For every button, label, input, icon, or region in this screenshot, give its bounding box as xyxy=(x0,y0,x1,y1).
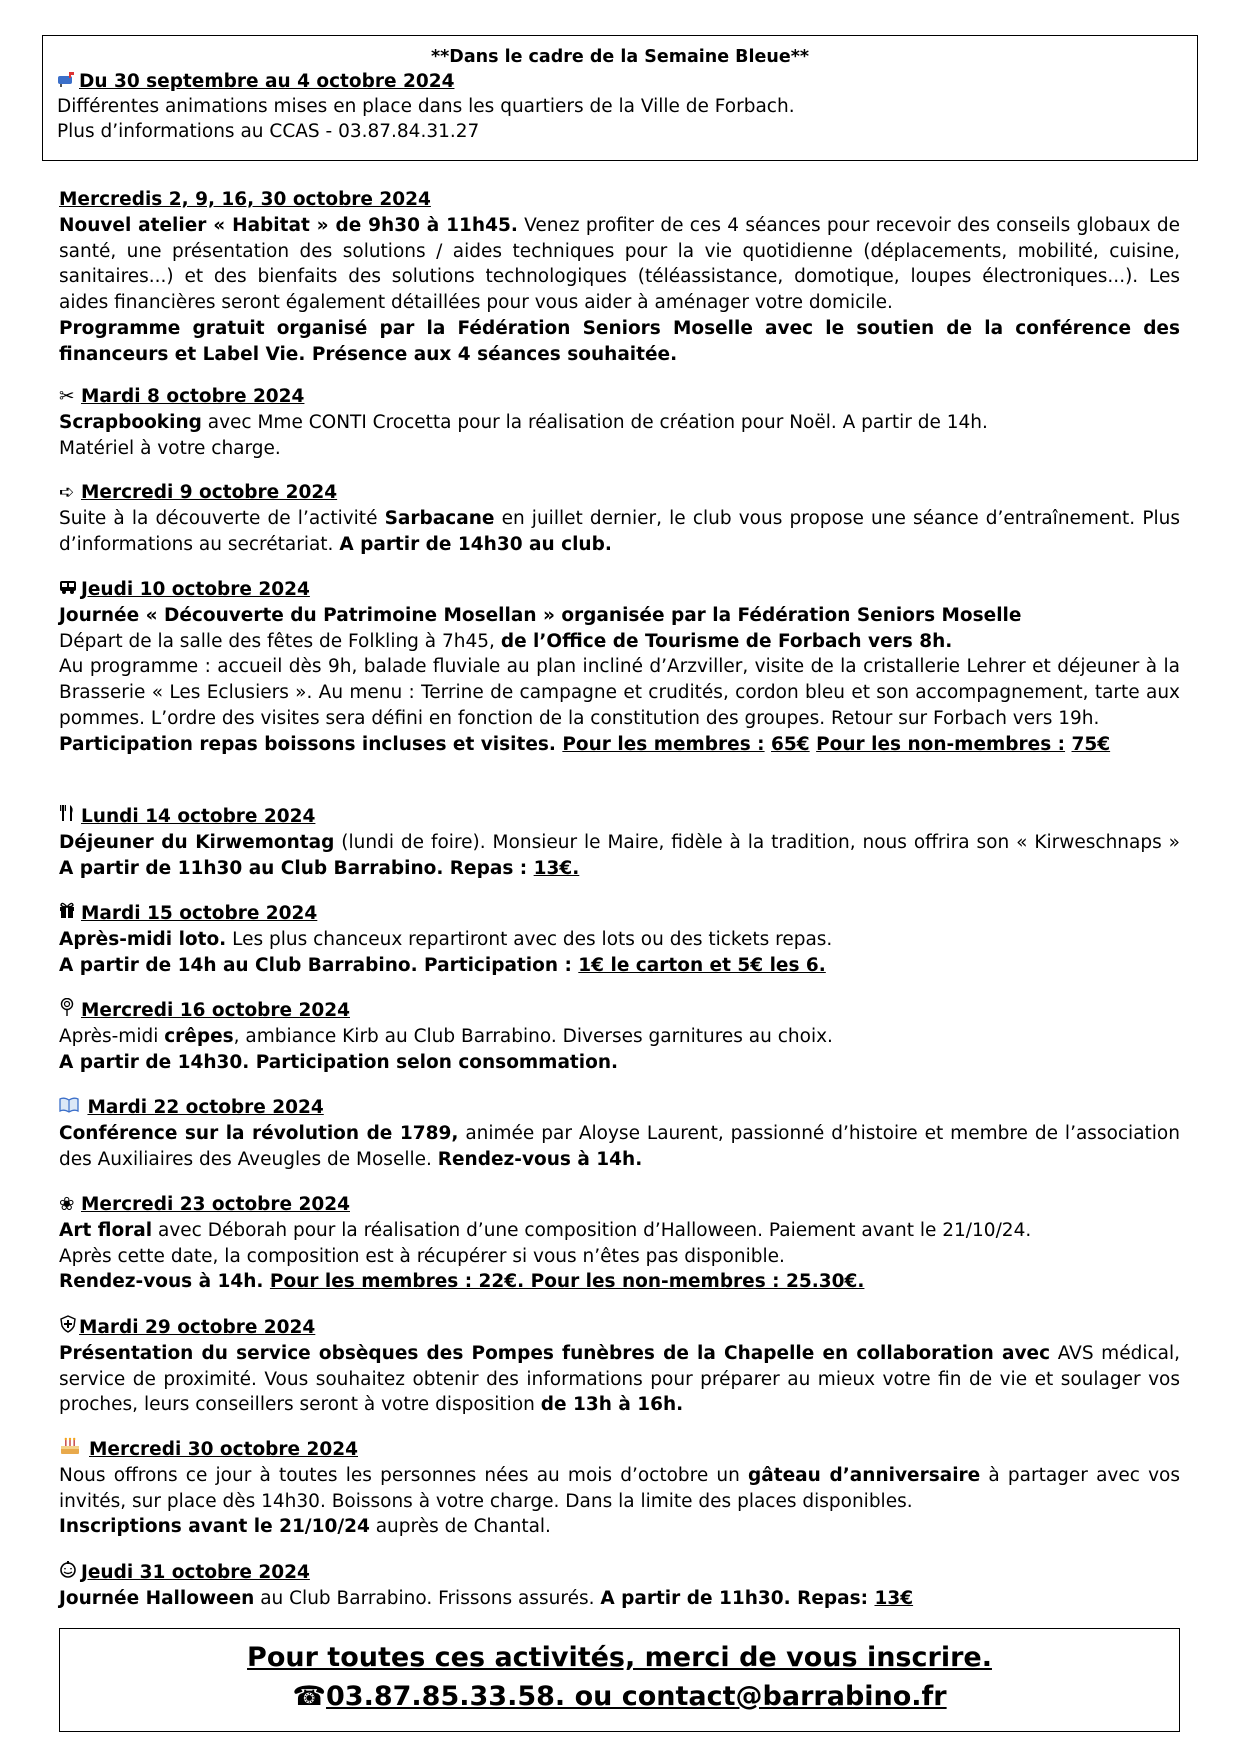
event-crepes xyxy=(59,998,1180,1075)
lollipop-icon xyxy=(59,998,81,1024)
fork-knife-icon xyxy=(59,804,81,830)
event-note: Matériel à votre charge. xyxy=(59,437,281,459)
box-line-1: Différentes animations mises en place dans les quartiers de la Ville de Forbach. xyxy=(57,96,795,117)
event-description: Après-midi crêpes, ambiance Kirb au Club Barrabino. Diverses garnitures au choix. xyxy=(59,1025,833,1047)
event-habitat xyxy=(59,187,1180,368)
event-price: A partir de 14h30. Participation selon consommation. xyxy=(59,1051,619,1073)
event-scrapbooking xyxy=(59,384,1180,461)
contact-line: ☎03.87.85.33.58. ou contact@barrabino.fr xyxy=(292,1681,947,1712)
event-date: Jeudi 10 octobre 2024 xyxy=(59,577,1180,603)
phone-icon: ☎ xyxy=(292,1681,327,1712)
event-patrimoine xyxy=(59,577,1180,758)
event-date: Mardi 22 octobre 2024 xyxy=(59,1095,1180,1121)
box-line-2: Plus d’informations au CCAS - 03.87.84.31.27 xyxy=(57,121,480,142)
cake-icon xyxy=(59,1437,89,1463)
event-description: Suite à la découverte de l’activité Sarbacane en juillet dernier, le club vous propose une séance d’entraînement. Plus d’informations au secrétariat. A partir de 14h30 au club. xyxy=(59,507,1180,555)
event-description: Déjeuner du Kirwemontag (lundi de foire). Monsieur le Maire, fidèle à la tradition, nous offrira son « Kirweschnaps » A partir de 11h30 au Club Barrabino. Repas : 13€. xyxy=(59,831,1180,879)
event-note: Programme gratuit organisé par la Fédération Seniors Moselle avec le soutien de la conférence des financeurs et Label Vie. Présence aux 4 séances souhaitée. xyxy=(59,317,1180,365)
box-title: **Dans le cadre de la Semaine Bleue** xyxy=(430,47,810,67)
event-date: ✂ Mardi 8 octobre 2024 xyxy=(59,384,1180,410)
mailbox-icon xyxy=(57,69,79,94)
semaine-bleue-box xyxy=(42,35,1198,161)
registration-line: Pour toutes ces activités, merci de vous inscrire. xyxy=(247,1642,992,1673)
event-art-floral xyxy=(59,1192,1180,1295)
pumpkin-icon xyxy=(59,1560,81,1586)
event-description: Après-midi loto. Les plus chanceux repartiront avec des lots ou des tickets repas. xyxy=(59,928,833,950)
event-departure: Départ de la salle des fêtes de Folkling à 7h45, de l’Office de Tourisme de Forbach vers 8h. xyxy=(59,630,953,652)
event-price: A partir de 14h au Club Barrabino. Participation : 1€ le carton et 5€ les 6. xyxy=(59,954,826,976)
event-loto xyxy=(59,901,1180,978)
event-note: Inscriptions avant le 21/10/24 auprès de Chantal. xyxy=(59,1516,551,1538)
gift-icon xyxy=(59,901,81,927)
event-conference xyxy=(59,1095,1180,1172)
event-sarbacane xyxy=(59,480,1180,557)
event-date: Mercredi 30 octobre 2024 xyxy=(59,1437,1180,1463)
event-date: Lundi 14 octobre 2024 xyxy=(59,804,1180,830)
event-program: Au programme : accueil dès 9h, balade fluviale au plan incliné d’Arzviller, visite de la cristallerie Lehrer et déjeuner à la Brasserie « Les Eclusiers ». Au menu : Terrine de campagne et crudités, cordon bleu et son accompagnement, tarte aux pommes. L’ordre des visites sera défini en fonction de la constitution des groupes. Retour sur Forbach vers 19h. xyxy=(59,656,1180,729)
event-halloween xyxy=(59,1560,1180,1612)
event-description: Nouvel atelier « Habitat » de 9h30 à 11h45. Venez profiter de ces 4 séances pour recevoir des conseils globaux de santé, une présentation des solutions / aides techniques pour la vie quotidienne (déplacements, mobilité, cuisine, sanitaires...) et des bienfaits des solutions technologiques (téléassistance, domotique, loupes électroniques...). Les aides financières seront également détaillées pour vous aider à aménager votre domicile. xyxy=(59,214,1180,314)
flower-icon: ❀ xyxy=(59,1194,75,1215)
event-price: Rendez-vous à 14h. Pour les membres : 22€. Pour les non-membres : 25.30€. xyxy=(59,1271,865,1293)
event-description: Présentation du service obsèques des Pompes funèbres de la Chapelle en collaboration avec AVS médical, service de proximité. Vous souhaitez obtenir des informations pour préparer au mieux votre fin de vie et soulager vos proches, leurs conseillers seront à votre disposition de 13h à 16h. xyxy=(59,1342,1180,1416)
event-note: Après cette date, la composition est à récupérer si vous n’êtes pas disponible. xyxy=(59,1245,785,1267)
event-description: Art floral avec Déborah pour la réalisation d’une composition d’Halloween. Paiement avant le 21/10/24. xyxy=(59,1219,1032,1241)
event-date: ❀ Mercredi 23 octobre 2024 xyxy=(59,1192,1180,1218)
shield-cross-icon xyxy=(59,1315,79,1341)
event-date: Mardi 15 octobre 2024 xyxy=(59,901,1180,927)
event-description: Nous offrons ce jour à toutes les personnes nées au mois d’octobre un gâteau d’anniversaire à partager avec vos invités, sur place dès 14h30. Boissons à votre charge. Dans la limite des places disponibles. xyxy=(59,1464,1180,1512)
event-anniversaire xyxy=(59,1437,1180,1540)
event-date: Mercredi 16 octobre 2024 xyxy=(59,998,1180,1024)
event-date: Mardi 29 octobre 2024 xyxy=(59,1315,1180,1341)
scissors-icon: ✂ xyxy=(59,386,75,407)
arrow-icon: ➪ xyxy=(59,482,75,503)
book-icon xyxy=(59,1095,81,1121)
box-date: Du 30 septembre au 4 octobre 2024 xyxy=(57,69,1183,94)
event-date: Jeudi 31 octobre 2024 xyxy=(59,1560,1180,1586)
event-description: Scrapbooking avec Mme CONTI Crocetta pour la réalisation de création pour Noël. A partir de 14h. xyxy=(59,411,988,433)
event-kirwemontag xyxy=(59,804,1180,881)
registration-box xyxy=(59,1628,1180,1732)
event-title: Journée « Découverte du Patrimoine Mosellan » organisée par la Fédération Seniors Moselle xyxy=(59,604,1022,626)
bus-icon xyxy=(59,577,81,603)
event-obseques xyxy=(59,1315,1180,1418)
event-description: Journée Halloween au Club Barrabino. Frissons assurés. A partir de 11h30. Repas: 13€ xyxy=(59,1587,914,1609)
event-date: ➪ Mercredi 9 octobre 2024 xyxy=(59,480,1180,506)
event-price: Participation repas boissons incluses et visites. Pour les membres : 65€ Pour les non-membres : 75€ xyxy=(59,733,1111,755)
event-description: Conférence sur la révolution de 1789, animée par Aloyse Laurent, passionné d’histoire et membre de l’association des Auxiliaires des Aveugles de Moselle. Rendez-vous à 14h. xyxy=(59,1122,1180,1170)
event-date: Mercredis 2, 9, 16, 30 octobre 2024 xyxy=(59,189,431,210)
